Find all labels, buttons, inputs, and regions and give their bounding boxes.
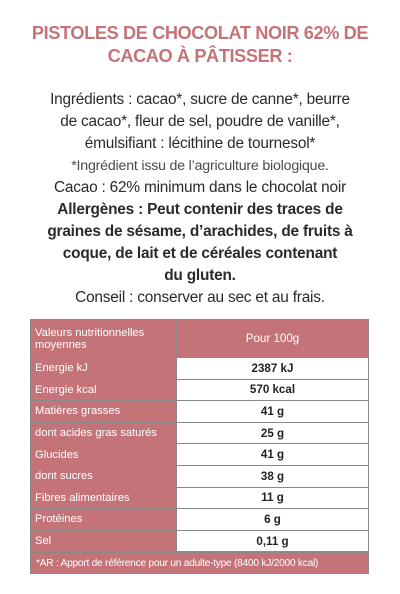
row-value: 38 g <box>260 469 285 483</box>
cacao-content: Cacao : 62% minimum dans le chocolat noir <box>53 179 347 196</box>
product-title <box>14 22 386 68</box>
product-description <box>10 89 390 309</box>
table-row <box>31 488 368 510</box>
table-row <box>31 358 368 380</box>
allergens-line-1: Allergènes : Peut contenir des traces de <box>57 201 343 218</box>
nutrition-header-row <box>31 320 368 358</box>
nutrition-header-label <box>31 320 177 357</box>
row-label: Glucides <box>31 444 177 465</box>
table-row <box>31 444 368 466</box>
table-row <box>31 423 368 445</box>
row-value: 2387 kJ <box>251 361 294 375</box>
header-label-line-1: Valeurs nutritionnelles <box>35 326 145 339</box>
reference-intake-footnote: *AR : Apport de référence pour un adulte-type (8400 kJ/2000 kcal) <box>31 552 368 573</box>
ingredients-line-3: émulsifiant : lécithine de tournesol* <box>84 135 316 152</box>
row-label: Energie kcal <box>31 380 177 401</box>
table-row <box>31 466 368 488</box>
nutrition-table <box>30 319 369 574</box>
ingredients-line-1: Ingrédients : cacao*, sucre de canne*, beurre <box>50 91 350 108</box>
allergens-line-4: du gluten. <box>164 267 236 284</box>
row-label: Energie kJ <box>31 358 177 379</box>
table-row <box>31 380 368 402</box>
allergens-line-2: graines de sésame, d’arachides, de fruits à <box>47 223 353 240</box>
nutrition-header-value: Pour 100g <box>177 320 368 357</box>
row-value: 570 kcal <box>249 383 296 397</box>
allergens-line-3: coque, de lait et de céréales contenant <box>62 245 338 262</box>
row-value: 11 g <box>261 491 284 505</box>
table-row <box>31 509 368 531</box>
row-label: Matières grasses <box>31 401 177 422</box>
row-label: dont acides gras saturés <box>31 423 177 444</box>
row-label: Sel <box>31 531 177 552</box>
table-row <box>31 531 368 553</box>
table-row <box>31 401 368 423</box>
row-label: dont sucres <box>31 466 177 487</box>
row-value: 6 g <box>264 512 281 526</box>
storage-advice: Conseil : conserver au sec et au frais. <box>75 289 325 306</box>
row-value: 0,11 g <box>256 534 289 548</box>
title-line-2: CACAO À PÂTISSER : <box>107 46 293 66</box>
organic-note: *Ingrédient issu de l’agriculture biologique. <box>71 158 329 174</box>
row-value: 41 g <box>260 448 285 462</box>
title-line-1: PISTOLES DE CHOCOLAT NOIR 62% DE <box>31 23 369 43</box>
row-label: Protéines <box>31 509 177 530</box>
row-value: 41 g <box>260 404 285 418</box>
row-label: Fibres alimentaires <box>31 488 177 509</box>
ingredients-line-2: de cacao*, fleur de sel, poudre de vanille*, <box>60 113 340 130</box>
header-label-line-2: moyennes <box>35 338 87 351</box>
row-value: 25 g <box>260 426 285 440</box>
